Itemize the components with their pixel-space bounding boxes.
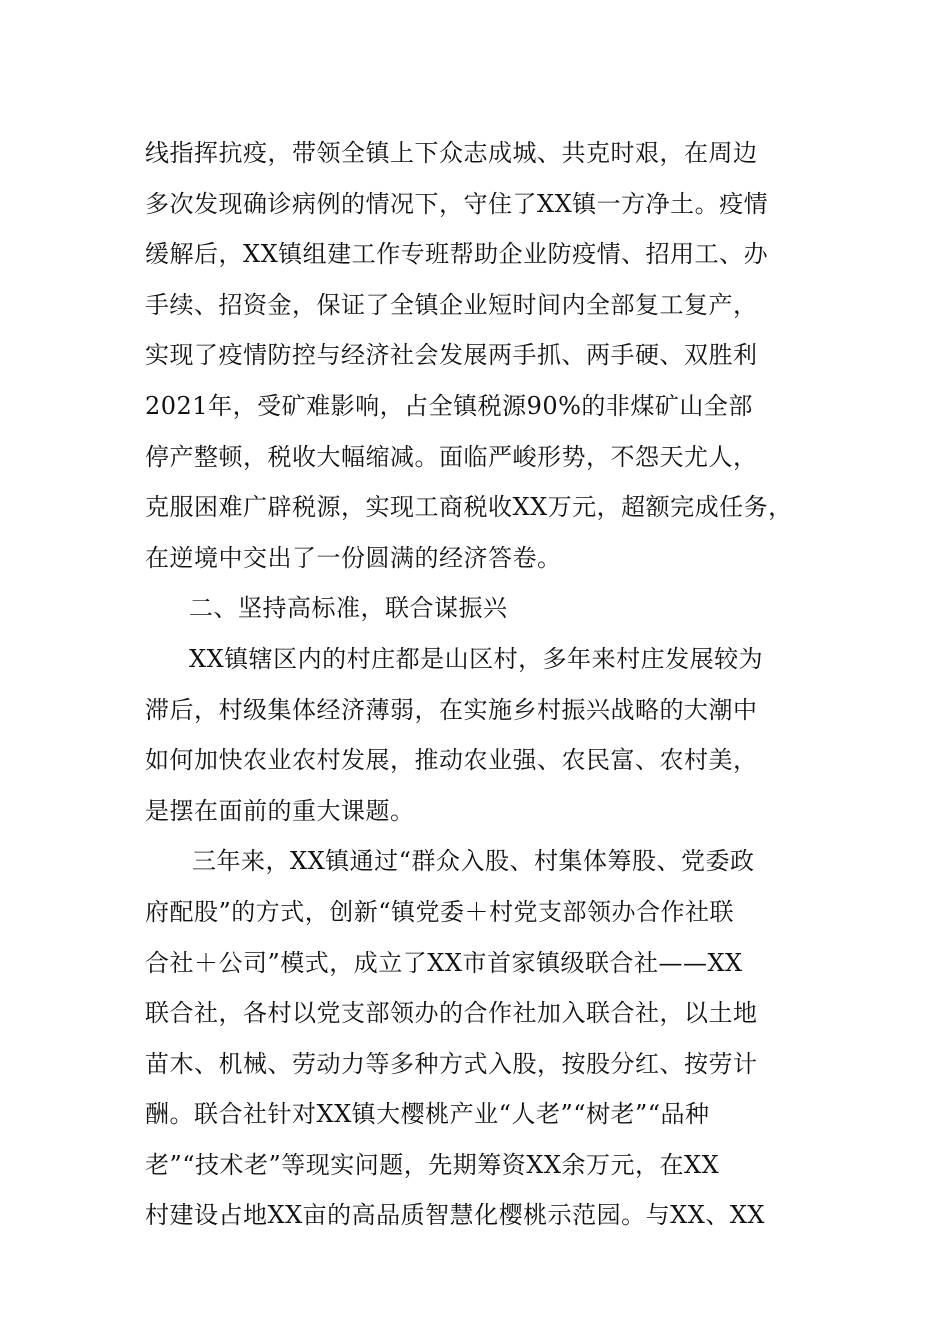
text-line: 是摆在面前的重大课题。 [145, 796, 415, 825]
text-line: 手续、招资金，保证了全镇企业短时间内全部复工复产， [145, 290, 758, 319]
text-line: 克服困难广辟税源，实现工商税收XX万元，超额完成任务， [145, 493, 793, 522]
text-line: 缓解后，XX镇组建工作专班帮助企业防疫情、招用工、办 [145, 240, 769, 269]
text-line: 滞后，村级集体经济薄弱，在实施乡村振兴战略的大潮中 [145, 695, 758, 724]
text-line: 在逆境中交出了一份圆满的经济答卷。 [145, 543, 562, 572]
text-line: 苗木、机械、劳动力等多种方式入股，按股分红、按劳计 [145, 1049, 758, 1078]
body-text [145, 128, 825, 1241]
text-line: 合社＋公司”模式，成立了XX市首家镇级联合社——XX [145, 948, 743, 977]
text-line: 酬。联合社针对XX镇大樱桃产业“人老”“树老”“品种 [145, 1100, 710, 1129]
text-line: 联合社，各村以党支部领办的合作社加入联合社，以土地 [145, 999, 758, 1028]
text-line: 老”“技术老”等现实问题，先期筹资XX余万元，在XX [145, 1150, 720, 1179]
text-line: 停产整顿，税收大幅缩减。面临严峻形势，不怨天尤人， [145, 442, 758, 471]
text-line: 2021年，受矿难影响，占全镇税源90%的非煤矿山全部 [145, 391, 753, 420]
section-heading: 二、坚持高标准，联合谋振兴 [189, 594, 508, 623]
text-line: 村建设占地XX亩的高品质智慧化樱桃示范园。与XX、XX [145, 1201, 766, 1230]
text-line: 府配股”的方式，创新“镇党委＋村党支部领办合作社联 [145, 897, 735, 926]
text-line: 多次发现确诊病例的情况下，守住了XX镇一方净土。疫情 [145, 189, 769, 218]
text-line: 线指挥抗疫，带领全镇上下众志成城、共克时艰，在周边 [145, 139, 758, 167]
paragraph-first-line: 三年来，XX镇通过“群众入股、村集体筹股、党委政 [192, 847, 755, 876]
text-line: 如何加快农业农村发展，推动农业强、农民富、农村美， [145, 746, 758, 775]
paragraph-first-line: XX镇辖区内的村庄都是山区村，多年来村庄发展较为 [189, 644, 764, 673]
text-line: 实现了疫情防控与经济社会发展两手抓、两手硬、双胜利 [145, 341, 758, 370]
